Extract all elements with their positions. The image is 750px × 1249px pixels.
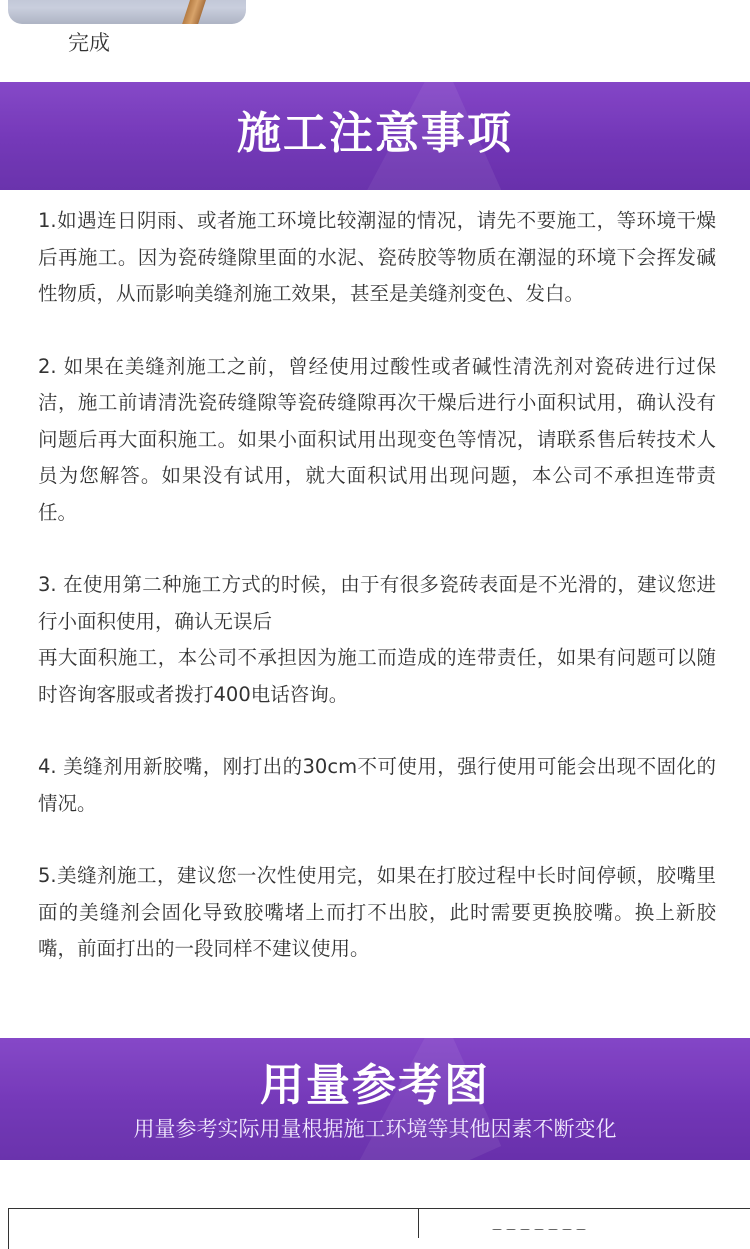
usage-header-banner xyxy=(0,1038,750,1160)
notes-header-banner xyxy=(0,82,750,190)
note-item: 1.如遇连日阴雨、或者施工环境比较潮湿的情况，请先不要施工，等环境干燥后再施工。因为瓷砖缝隙里面的水泥、瓷砖胶等物质在潮湿的环境下会挥发碱性物质，从而影响美缝剂施工效果，甚至是美缝剂变色、发白。 xyxy=(38,209,716,305)
notes-list xyxy=(38,203,716,1004)
previous-step-section xyxy=(0,0,750,82)
note-item: 2. 如果在美缝剂施工之前，曾经使用过酸性或者碱性清洗剂对瓷砖进行过保洁，施工前请清洗瓷砖缝隙等瓷砖缝隙再次干燥后进行小面积试用，确认没有问题后再大面积施工。如果小面积试用出现变色等情况，请联系售后转技术人员为您解答。如果没有试用，就大面积试用出现问题，本公司不承担连带责任。 xyxy=(38,354,716,524)
usage-title: 用量参考图 xyxy=(260,1060,490,1111)
note-item: 4. 美缝剂用新胶嘴，刚打出的30cm不可使用，强行使用可能会出现不固化的情况。 xyxy=(38,755,716,815)
notes-title: 施工注意事项 xyxy=(237,108,513,159)
usage-subtitle: 用量参考实际用量根据施工环境等其他因素不断变化 xyxy=(133,1117,617,1141)
usage-table-column-divider xyxy=(418,1208,419,1238)
tool-handle-graphic xyxy=(182,0,210,24)
usage-table-header-fragment xyxy=(492,1222,612,1230)
note-item: 5.美缝剂施工，建议您一次性使用完，如果在打胶过程中长时间停顿，胶嘴里面的美缝剂会固化导致胶嘴堵上而打不出胶，此时需要更换胶嘴。换上新胶嘴，前面打出的一段同样不建议使用。 xyxy=(38,864,716,960)
usage-table-frame xyxy=(8,1208,750,1249)
construction-photo xyxy=(8,0,246,24)
note-item: 3. 在使用第二种施工方式的时候，由于有很多瓷砖表面是不光滑的，建议您进行小面积使用，确认无误后 再大面积施工，本公司不承担因为施工而造成的连带责任，如果有问题可以随时咨询客服或者拨打400电话咨询。 xyxy=(38,573,716,706)
step-caption: 完成 xyxy=(68,31,110,55)
